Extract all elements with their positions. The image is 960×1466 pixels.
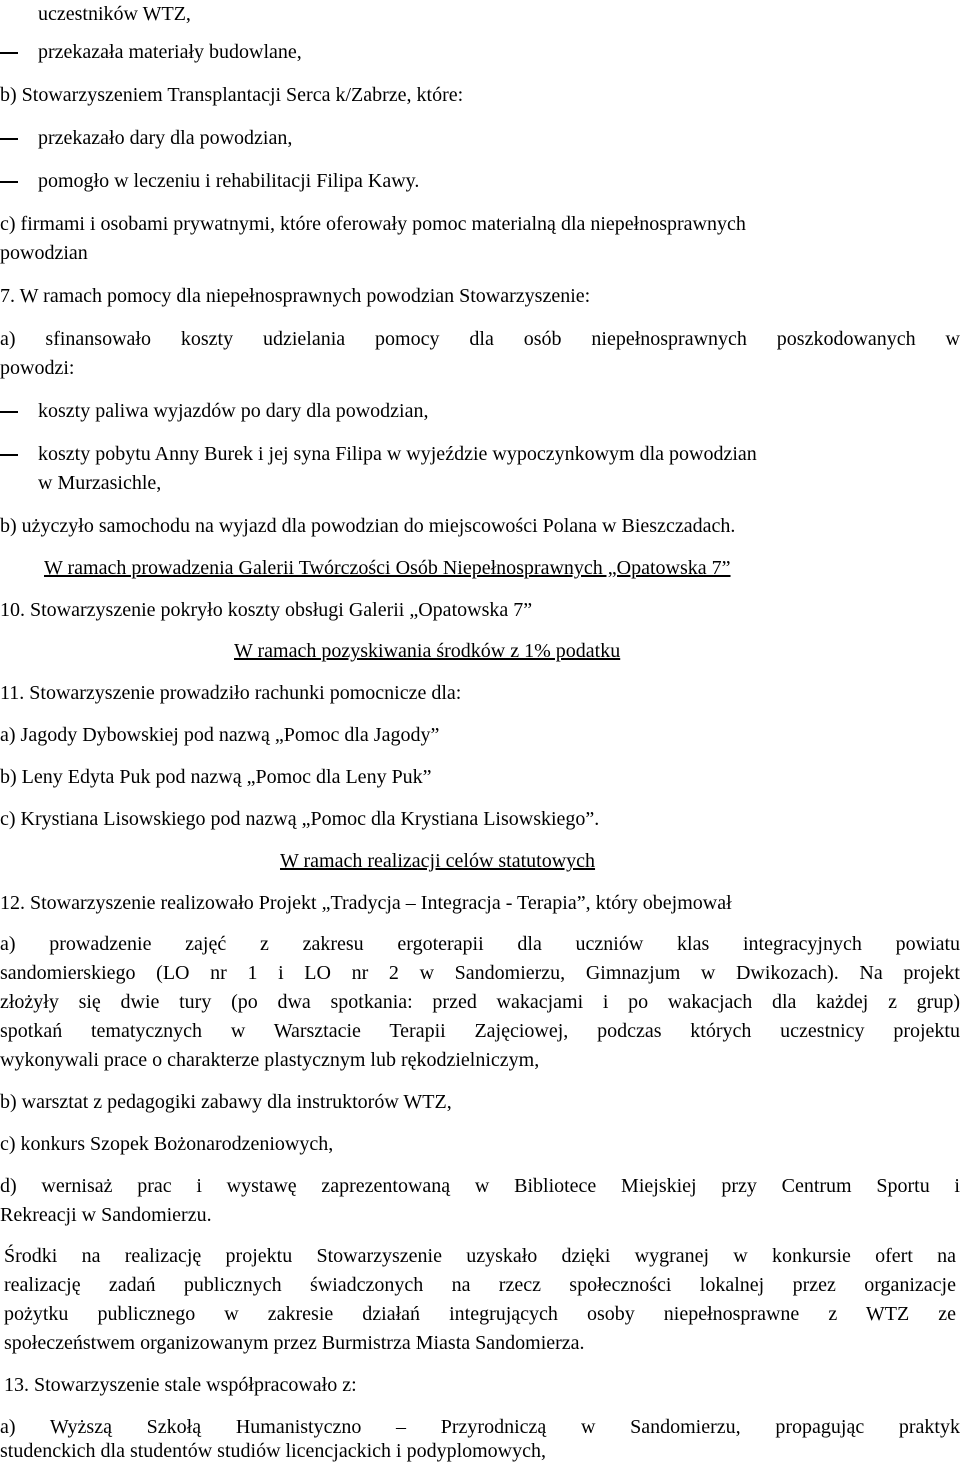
text-line: powodzian: [0, 242, 88, 264]
list-item-text: pomogło w leczeniu i rehabilitacji Filipa Kawy.: [38, 170, 420, 192]
text-line: studenckich dla studentów studiów licencjackich i podyplomowych,: [0, 1440, 546, 1462]
text-line: sandomierskiego (LO nr 1 i LO nr 2 w Sandomierzu, Gimnazjum w Dwikozach). Na projekt: [0, 962, 960, 984]
text-line: 12. Stowarzyszenie realizowało Projekt „Tradycja – Integracja - Terapia”, który obejmował: [0, 892, 732, 914]
text-line: c) konkurs Szopek Bożonarodzeniowych,: [0, 1133, 334, 1155]
section-heading-underlined: W ramach realizacji celów statutowych: [280, 850, 596, 872]
text-line: 11. Stowarzyszenie prowadziło rachunki pomocnicze dla:: [0, 682, 462, 704]
text-line: uczestników WTZ,: [38, 3, 191, 25]
text-line: b) użyczyło samochodu na wyjazd dla powodzian do miejscowości Polana w Bieszczadach.: [0, 515, 736, 537]
section-heading: 13. Stowarzyszenie stale współpracowało z:: [4, 1374, 357, 1396]
text-line: c) firmami i osobami prywatnymi, które oferowały pomoc materialną dla niepełnosprawnych: [0, 213, 746, 235]
list-item-text: koszty pobytu Anny Burek i jej syna Filipa w wyjeździe wypoczynkowym dla powodzian: [38, 443, 757, 465]
text-line: b) Leny Edyta Puk pod nazwą „Pomoc dla Leny Puk”: [0, 766, 432, 788]
list-item-text: koszty paliwa wyjazdów po dary dla powodzian,: [38, 400, 429, 422]
text-line: d) wernisaż prac i wystawę zaprezentowaną w Bibliotece Miejskiej przy Centrum Sportu i: [0, 1175, 960, 1197]
text-line: złożyły się dwie tury (po dwa spotkania: przed wakacjami i po wakacjach dla każdej z grup): [0, 991, 960, 1013]
text-line: c) Krystiana Lisowskiego pod nazwą „Pomoc dla Krystiana Lisowskiego”.: [0, 808, 600, 830]
text-line: b) warsztat z pedagogiki zabawy dla instruktorów WTZ,: [0, 1091, 452, 1113]
text-line: realizację zadań publicznych świadczonych na rzecz społeczności lokalnej przez organizacje: [4, 1274, 956, 1296]
text-line: a) prowadzenie zajęć z zakresu ergoterapii dla uczniów klas integracyjnych powiatu: [0, 933, 960, 955]
text-line: a) Jagody Dybowskiej pod nazwą „Pomoc dla Jagody”: [0, 724, 440, 746]
text-line: spotkań tematycznych w Warsztacie Terapii Zajęciowej, podczas których uczestnicy projektu: [0, 1020, 960, 1042]
text-line: powodzi:: [0, 357, 75, 379]
text-line: wykonywali prace o charakterze plastycznym lub rękodzielniczym,: [0, 1049, 540, 1071]
section-heading-underlined: W ramach pozyskiwania środków z 1% podatku: [234, 640, 621, 662]
list-item-text: przekazała materiały budowlane,: [38, 41, 302, 63]
text-line: 10. Stowarzyszenie pokryło koszty obsługi Galerii „Opatowska 7”: [0, 599, 533, 621]
list-item-text: przekazało dary dla powodzian,: [38, 127, 293, 149]
text-line: a) Wyższą Szkołą Humanistyczno – Przyrodniczą w Sandomierzu, propagując praktyk: [0, 1416, 960, 1438]
text-line: a) sfinansowało koszty udzielania pomocy dla osób niepełnosprawnych poszkodowanych w: [0, 328, 960, 350]
text-line: społeczeństwem organizowanym przez Burmistrza Miasta Sandomierza.: [4, 1332, 585, 1354]
text-line: w Murzasichle,: [38, 472, 162, 494]
section-heading: 7. W ramach pomocy dla niepełnosprawnych powodzian Stowarzyszenie:: [0, 285, 591, 307]
text-line: Środki na realizację projektu Stowarzyszenie uzyskało dzięki wygranej w konkursie ofert na: [4, 1245, 956, 1267]
section-heading-underlined: W ramach prowadzenia Galerii Twórczości Osób Niepełnosprawnych „Opatowska 7”: [44, 557, 731, 579]
text-line: Rekreacji w Sandomierzu.: [0, 1204, 212, 1226]
text-line: b) Stowarzyszeniem Transplantacji Serca k/Zabrze, które:: [0, 84, 464, 106]
text-line: pożytku publicznego w zakresie działań integrujących osoby niepełnosprawne z WTZ ze: [4, 1303, 956, 1325]
